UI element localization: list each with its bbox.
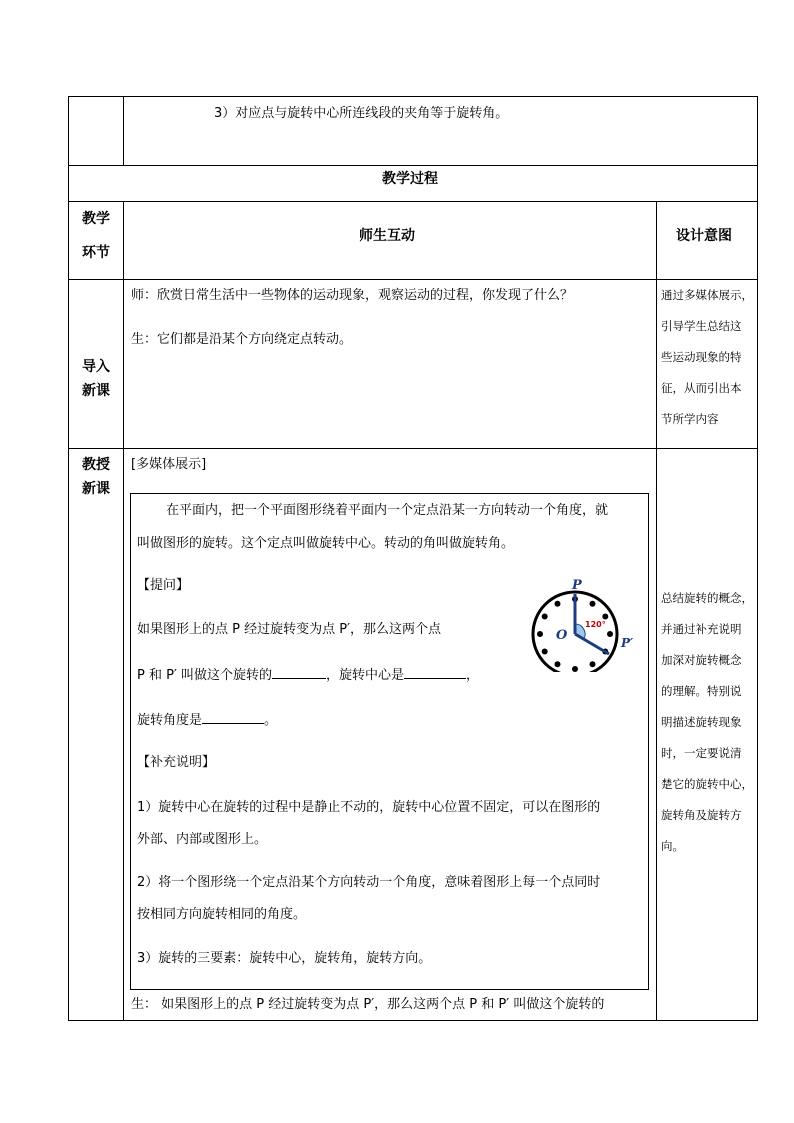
- intro-intent-line: 些运动现象的特: [661, 350, 742, 364]
- col-divider-top: [123, 96, 124, 166]
- answer-blank-3[interactable]: [202, 711, 264, 724]
- media-tag: [多媒体展示]: [131, 457, 207, 472]
- teach-intent-line: 时，一定要说清: [661, 746, 742, 760]
- row-divider-2: [68, 201, 758, 202]
- teach-intent-line: 的理解。特别说: [661, 684, 742, 698]
- clock-hour-dot: [542, 614, 548, 620]
- supplement-heading: 【补充说明】: [137, 755, 216, 770]
- teach-intent-line: 加深对旋转概念: [661, 653, 742, 667]
- table-border-bottom: [68, 1020, 758, 1021]
- intro-teacher-line: 师：欣赏日常生活中一些物体的运动现象，观察运动的过程，你发现了什么？: [131, 288, 574, 303]
- concept-para1-line1: 在平面内，把一个平面图形绕着平面内一个定点沿某一方向转动一个角度，就: [166, 503, 609, 518]
- supplement-3-line1: 3）旋转的三要素：旋转中心，旋转角，旋转方向。: [137, 951, 432, 966]
- clock-hour-dot: [555, 601, 561, 607]
- clock-hour-dot: [602, 614, 608, 620]
- table-border-left: [68, 96, 69, 1021]
- teach-label-line1: 教授: [82, 457, 110, 473]
- intro-intent-line: 节所学内容: [661, 412, 719, 426]
- intro-student-line: 生：它们都是沿某个方向绕定点转动。: [131, 332, 353, 347]
- section-title: 教学过程: [382, 171, 438, 187]
- intro-intent-line: 征，从而引出本: [661, 381, 742, 395]
- label-p: P: [572, 578, 582, 593]
- question-line1: 如果图形上的点 P 经过旋转变为点 P′，那么这两个点: [137, 622, 442, 637]
- supplement-2-line1: 2）将一个图形绕一个定点沿某个方向转动一个角度，意味着图形上每一个点同时: [137, 875, 601, 890]
- table-border-right: [757, 96, 758, 1021]
- question-line3: [137, 711, 277, 729]
- clock-hour-dot: [607, 631, 613, 637]
- intro-intent-line: 通过多媒体展示，: [661, 288, 753, 302]
- question-line2-part1: P 和 P′ 叫做这个旋转的: [137, 668, 273, 683]
- question-heading: 【提问】: [137, 578, 190, 593]
- question-line3-part1: 旋转角度是: [137, 713, 203, 728]
- intro-intent-line: 引导学生总结这: [661, 319, 742, 333]
- col-divider-a: [123, 201, 124, 1021]
- supplement-1-line1: 1）旋转中心在旋转的过程中是静止不动的，旋转中心位置不固定，可以在图形的: [137, 800, 601, 815]
- question-line2: [137, 666, 479, 684]
- supplement-2-line2: 按相同方向旋转相同的角度。: [137, 907, 307, 922]
- table-border-top: [68, 96, 758, 97]
- teach-label-line2: 新课: [82, 481, 110, 497]
- clock-hour-dot: [590, 601, 596, 607]
- header-col2: 师生互动: [359, 228, 415, 244]
- answer-blank-1[interactable]: [272, 666, 326, 679]
- angle-label: 120°: [585, 620, 606, 629]
- teach-intent-line: 旋转角及旋转方: [661, 808, 742, 822]
- teach-intent-line: 并通过补充说明: [661, 622, 742, 636]
- supplement-1-line2: 外部、内部或图形上。: [137, 832, 268, 847]
- clock-hour-dot: [555, 661, 561, 667]
- teach-intent-line: 向。: [661, 839, 684, 853]
- label-o: O: [556, 628, 568, 643]
- question-line2-part2: ，旋转中心是: [326, 668, 405, 683]
- header-col1-line2: 环节: [82, 245, 110, 261]
- clock-hour-dot: [537, 631, 543, 637]
- top-row-text: 3）对应点与旋转中心所连线段的夹角等于旋转角。: [214, 106, 509, 121]
- teach-intent-line: 总结旋转的概念，: [661, 591, 753, 605]
- clock-hour-dot: [590, 661, 596, 667]
- header-col3: 设计意图: [676, 228, 732, 244]
- row-divider-3: [68, 279, 758, 280]
- question-line3-part2: 。: [264, 713, 278, 728]
- intro-label-line1: 导入: [82, 359, 110, 375]
- row-divider-1: [68, 165, 758, 166]
- row-divider-4: [68, 448, 758, 449]
- clock-hour-dot: [572, 666, 578, 672]
- concept-para1-line2: 叫做图形的旋转。这个定点叫做旋转中心。转动的角叫做旋转角。: [137, 536, 515, 551]
- label-p-prime: P′: [621, 636, 634, 650]
- header-col1-line1: 教学: [82, 211, 110, 227]
- student-answer-line: 生： 如果图形上的点 P 经过旋转变为点 P′，那么这两个点 P 和 P′ 叫做这个旋转的: [131, 997, 605, 1012]
- col-divider-b: [656, 201, 657, 1021]
- teach-intent-line: 明描述旋转现象: [661, 715, 742, 729]
- rotation-clock-figure: [520, 572, 645, 672]
- answer-blank-2[interactable]: [404, 666, 466, 679]
- question-line2-part3: ，: [466, 668, 480, 683]
- intro-label-line2: 新课: [82, 383, 110, 399]
- teach-intent-line: 楚它的旋转中心，: [661, 777, 753, 791]
- clock-hour-dot: [542, 649, 548, 655]
